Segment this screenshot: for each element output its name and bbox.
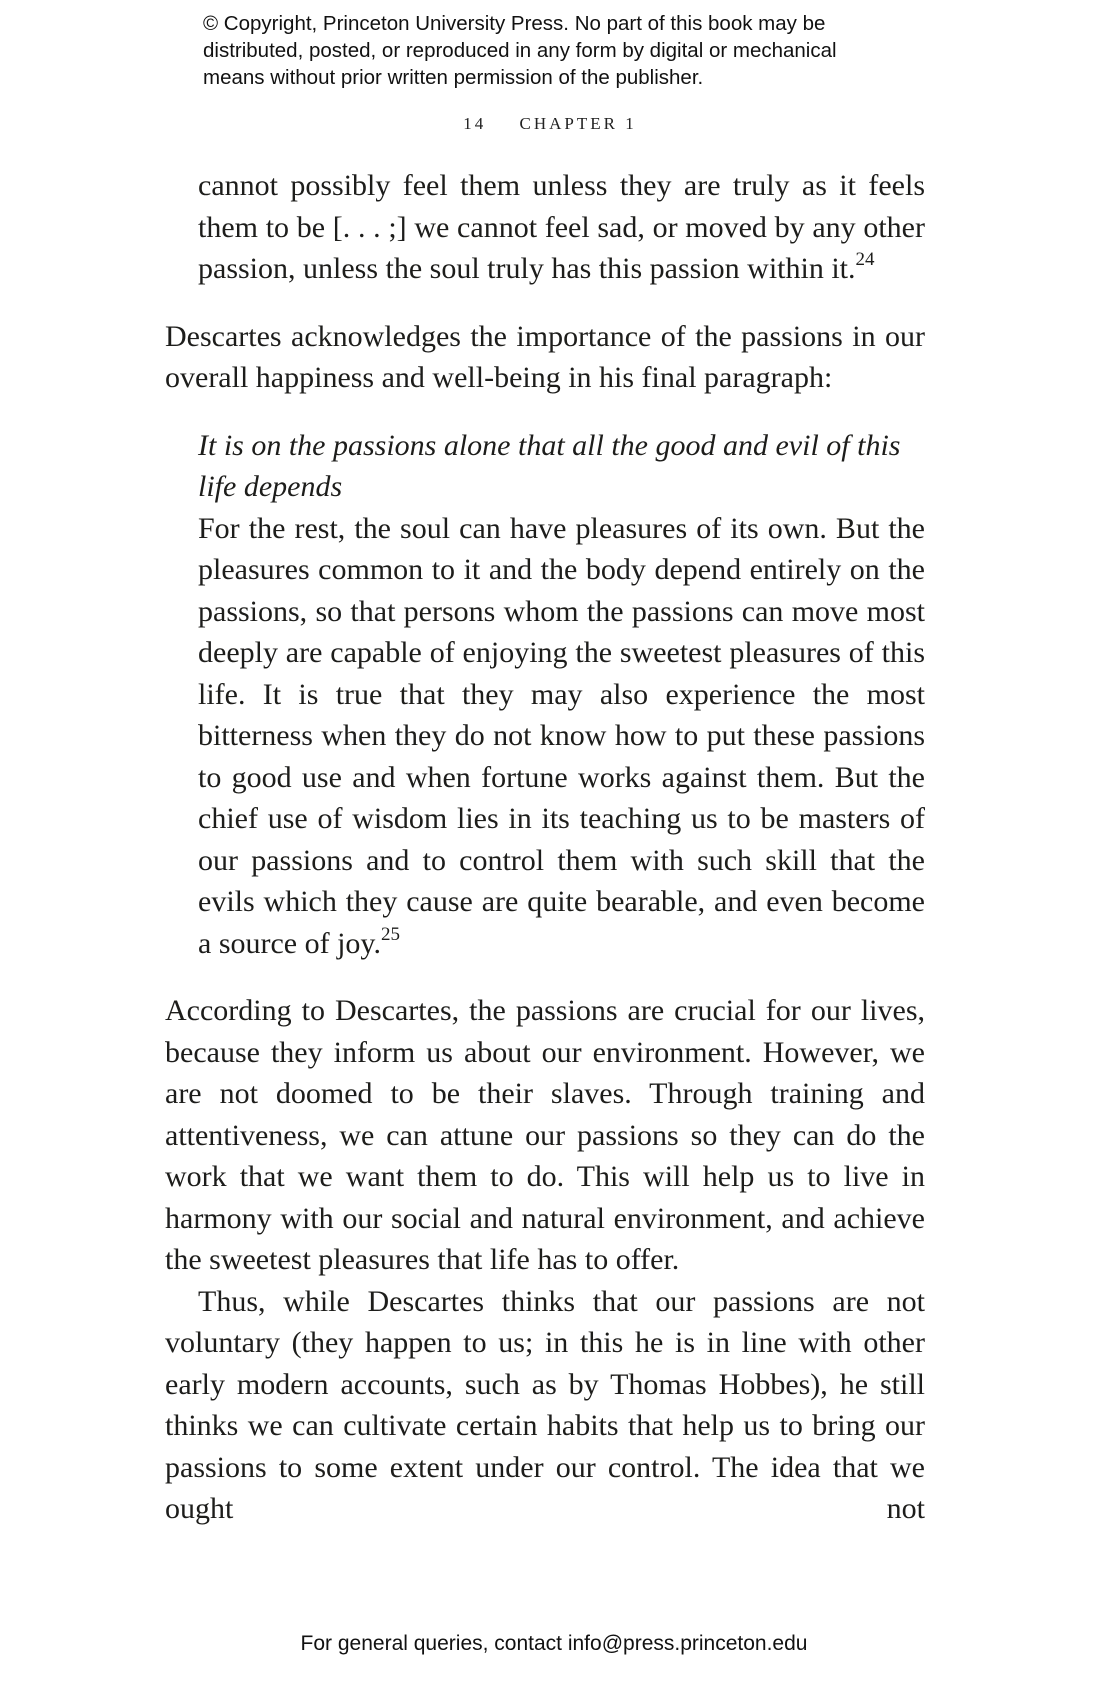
footer-contact: For general queries, contact info@press.princeton.edu [300,1632,808,1655]
paragraph-3: Thus, while Descartes thinks that our passions are not voluntary (they happen to us; in this he is in line with other early modern accounts, such as by Thomas Hobbes), he still thinks we can cultivate certain habits that help us to bring our passions to some extent under our control. The idea that we ought not [165,1284,925,1525]
paragraph-1: Descartes acknowledges the importance of the passions in our overall happiness and well-being in his final paragraph: [165,319,925,394]
block-quote-1-text: cannot possibly feel them unless they are truly as it feels them to be [. . . ;] we cannot feel sad, or moved by any other passion, unless the soul truly has this passion within it. [198,169,925,285]
page-number: 14 [463,114,487,133]
block-quote-2-heading: It is on the passions alone that all the good and evil of this life depends [198,428,901,503]
copyright-line-2: distributed, posted, or reproduced in any form by digital or mechanical [203,39,837,62]
block-quote-2-text: For the rest, the soul can have pleasures of its own. But the pleasures common to it and the body depend entirely on the passions, so that persons whom the passions can move most deeply are capable of enjoying the sweetest pleasures of this life. It is true that they may also experience the most bitterness when they do not know how to put these passions to good use and when fortune works against them. But the chief use of wisdom lies in its teaching us to be masters of our passions and to control them with such skill that the evils which they cause are quite bearable, and even become a source of joy. [198,511,925,960]
paragraph-2: According to Descartes, the passions are crucial for our lives, because they inform us about our environment. However, we are not doomed to be their slaves. Through training and attentiveness, we can attune our passions so they can do the work that we want them to do. This will help us to live in harmony with our social and natural environment, and achieve the sweetest pleasures that life has to offer. [165,994,925,1276]
running-head [0,114,1100,134]
page-body [165,165,925,1530]
chapter-label: CHAPTER 1 [519,114,637,133]
copyright-notice [203,10,1023,91]
copyright-line-3: means without prior written permission of the publisher. [203,66,704,89]
block-quote-2 [165,508,925,965]
copyright-line-1: © Copyright, Princeton University Press. No part of this book may be [203,12,826,35]
footnote-ref-25: 25 [381,923,400,945]
block-quote-1 [165,165,925,290]
footnote-ref-24: 24 [855,249,875,270]
